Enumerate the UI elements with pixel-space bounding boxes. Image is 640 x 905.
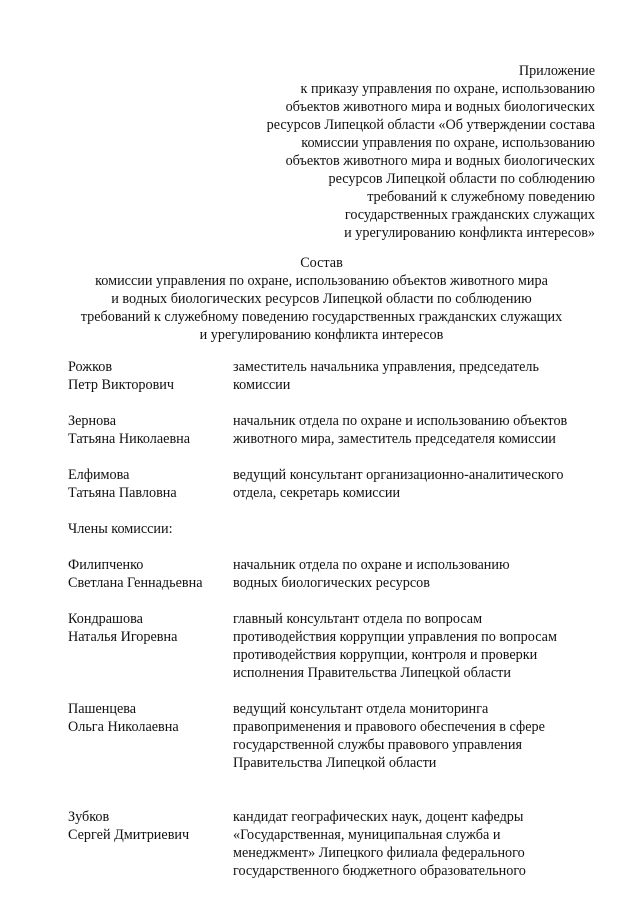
role-line: Правительства Липецкой области xyxy=(233,755,437,771)
member-role xyxy=(233,412,608,448)
role-line: заместитель начальника управления, председатель xyxy=(233,359,539,375)
appendix-line: ресурсов Липецкой области по соблюдению xyxy=(328,171,595,187)
member-given-name: Светлана Геннадьевна xyxy=(68,575,203,591)
member-given-name: Наталья Игоревна xyxy=(68,629,178,645)
role-line: государственной службы правового управления xyxy=(233,737,523,753)
title-line: требований к служебному поведению государственных гражданских служащих xyxy=(80,309,563,325)
commission-list xyxy=(68,358,608,898)
appendix-line: к приказу управления по охране, использованию xyxy=(300,81,595,97)
member-role xyxy=(233,610,608,682)
member-name xyxy=(68,358,233,394)
role-line: исполнения Правительства Липецкой области xyxy=(233,665,511,681)
member-role xyxy=(233,358,608,394)
appendix-line: ресурсов Липецкой области «Об утверждении состава xyxy=(266,117,595,133)
appendix-line: объектов животного мира и водных биологических xyxy=(285,153,595,169)
member-entry xyxy=(68,610,608,682)
member-role xyxy=(233,808,608,880)
member-surname: Зубков xyxy=(68,809,110,825)
document-title xyxy=(40,254,603,344)
member-surname: Елфимова xyxy=(68,467,130,483)
member-entry xyxy=(68,412,608,448)
member-surname: Рожков xyxy=(68,359,113,375)
role-line: главный консультант отдела по вопросам xyxy=(233,611,483,627)
role-line: начальник отдела по охране и использованию объектов xyxy=(233,413,568,429)
role-line: государственного бюджетного образовательного xyxy=(233,863,526,879)
role-line: начальник отдела по охране и использованию xyxy=(233,557,510,573)
member-name xyxy=(68,556,233,592)
member-role xyxy=(233,700,608,772)
role-line: комиссии xyxy=(233,377,291,393)
role-line: «Государственная, муниципальная служба и xyxy=(233,827,501,843)
title-line: и водных биологических ресурсов Липецкой области по соблюдению xyxy=(111,291,532,307)
member-name xyxy=(68,466,233,502)
role-line: противодействия коррупции управления по вопросам xyxy=(233,629,557,645)
role-line: правоприменения и правового обеспечения в сфере xyxy=(233,719,545,735)
member-surname: Пашенцева xyxy=(68,701,137,717)
role-line: противодействия коррупции, контроля и проверки xyxy=(233,647,538,663)
member-name xyxy=(68,700,233,772)
member-given-name: Петр Викторович xyxy=(68,377,175,393)
member-entry xyxy=(68,808,608,880)
member-entry xyxy=(68,556,608,592)
role-line: животного мира, заместитель председателя комиссии xyxy=(233,431,556,447)
member-given-name: Ольга Николаевна xyxy=(68,719,179,735)
appendix-line: и урегулированию конфликта интересов» xyxy=(344,225,595,241)
appendix-line: Приложение xyxy=(518,63,595,79)
role-line: ведущий консультант организационно-аналитического xyxy=(233,467,564,483)
appendix-header xyxy=(220,62,595,242)
role-line: кандидат географических наук, доцент кафедры xyxy=(233,809,524,825)
appendix-line: требований к служебному поведению xyxy=(367,189,595,205)
member-given-name: Сергей Дмитриевич xyxy=(68,827,190,843)
member-surname: Кондрашова xyxy=(68,611,143,627)
member-role xyxy=(233,556,608,592)
appendix-line: государственных гражданских служащих xyxy=(344,207,595,223)
member-name xyxy=(68,808,233,880)
member-surname: Филипченко xyxy=(68,557,144,573)
title-line: комиссии управления по охране, использованию объектов животного мира xyxy=(95,273,548,289)
member-role xyxy=(233,466,608,502)
member-given-name: Татьяна Николаевна xyxy=(68,431,191,447)
member-name xyxy=(68,412,233,448)
role-line: менеджмент» Липецкого филиала федерального xyxy=(233,845,525,861)
appendix-line: комиссии управления по охране, использованию xyxy=(301,135,595,151)
title-line: и урегулированию конфликта интересов xyxy=(199,327,444,343)
member-entry xyxy=(68,700,608,772)
title-heading: Состав xyxy=(300,255,343,271)
role-line: водных биологических ресурсов xyxy=(233,575,430,591)
members-label: Члены комиссии: xyxy=(68,521,173,537)
member-name xyxy=(68,610,233,682)
member-entry xyxy=(68,466,608,502)
member-surname: Зернова xyxy=(68,413,116,429)
member-given-name: Татьяна Павловна xyxy=(68,485,177,501)
role-line: отдела, секретарь комиссии xyxy=(233,485,401,501)
member-entry xyxy=(68,358,608,394)
role-line: ведущий консультант отдела мониторинга xyxy=(233,701,489,717)
appendix-line: объектов животного мира и водных биологических xyxy=(285,99,595,115)
